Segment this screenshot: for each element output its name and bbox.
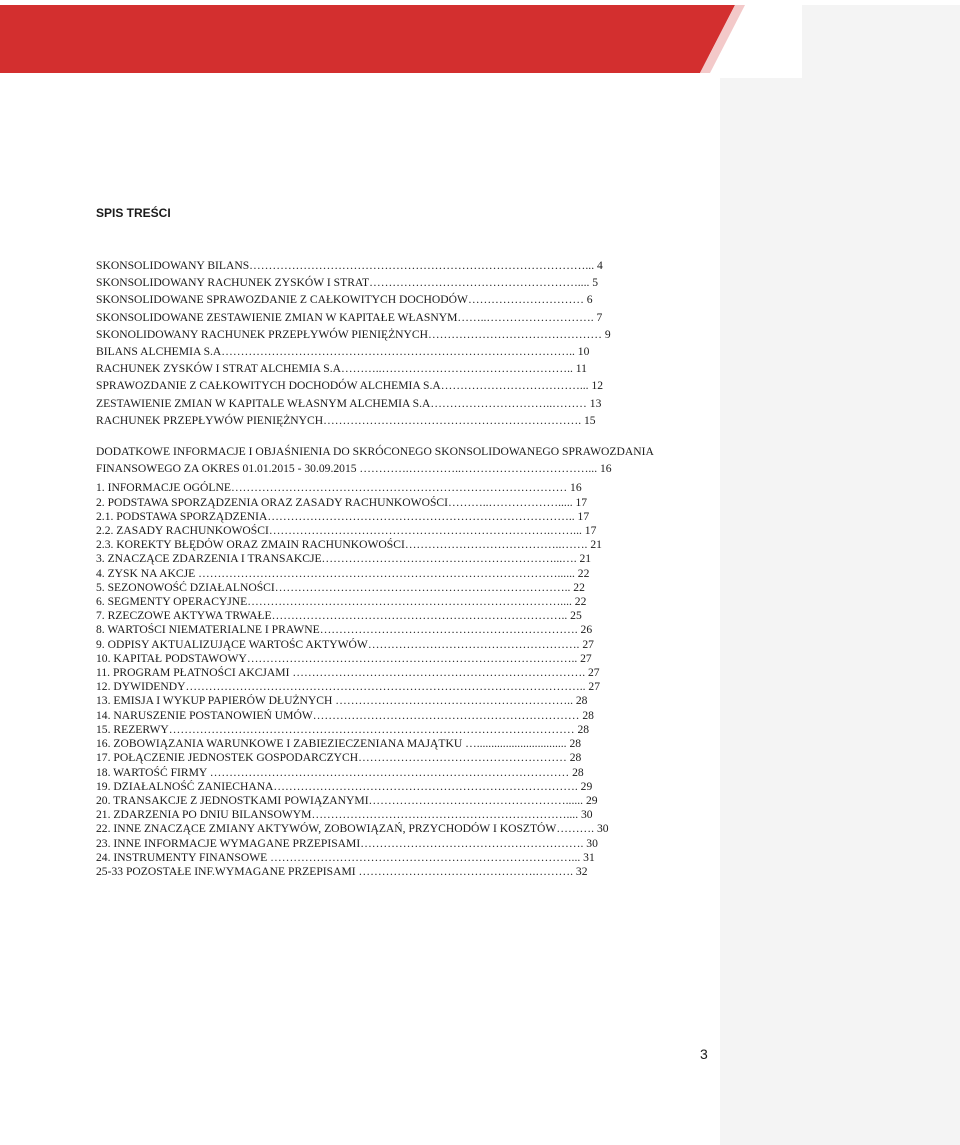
toc-main-list bbox=[96, 257, 688, 429]
note-entry[interactable]: 16. ZOBOWIĄZANIA WARUNKOWE I ZABIEZIECZENIANA MAJĄTKU …............................... 28 bbox=[96, 737, 582, 751]
note-entry[interactable]: 15. REZERWY…………………………………………………………………………………………… 28 bbox=[96, 722, 590, 736]
notes-heading-line[interactable]: DODATKOWE INFORMACJE I OBJAŚNIENIA DO SKRÓCONEGO SKONSOLIDOWANEGO SPRAWOZDANIA bbox=[96, 445, 654, 459]
note-entry[interactable]: 2.3. KOREKTY BŁĘDÓW ORAZ ZMAIN RACHUNKOWOŚCI…………………………………..……. 21 bbox=[96, 538, 602, 552]
note-entry[interactable]: 22. INNE ZNACZĄCE ZMIANY AKTYWÓW, ZOBOWIĄZAŃ, PRZYCHODÓW I KOSZTÓW………. 30 bbox=[96, 822, 609, 836]
toc-entry[interactable]: SKONSOLIDOWANY BILANS……………………………………………………………………………... 4 bbox=[96, 259, 603, 272]
note-entry[interactable]: 9. ODPISY AKTUALIZUJĄCE WARTOŚC AKTYWÓW………………………………………………. 27 bbox=[96, 637, 594, 651]
toc-entry[interactable]: SKONOLIDOWANY RACHUNEK PRZEPŁYWÓW PIENIĘŻNYCH……………………………………… 9 bbox=[96, 327, 611, 341]
toc-entry[interactable]: BILANS ALCHEMIA S.A……………………………………………………………………………….. 10 bbox=[96, 345, 590, 359]
toc-entry[interactable]: SKONSOLIDOWANE SPRAWOZDANIE Z CAŁKOWITYCH DOCHODÓW………………………… 6 bbox=[96, 293, 593, 307]
note-entry[interactable]: 2.2. ZASADY RACHUNKOWOŚCI……………………………………………………………….……... 17 bbox=[96, 524, 597, 538]
page-number: 3 bbox=[700, 1046, 708, 1062]
notes-list bbox=[96, 481, 688, 879]
header-red-band bbox=[0, 5, 735, 73]
note-entry[interactable]: 25-33 POZOSTAŁE INF.WYMAGANE PRZEPISAMI ……………………………………….………. 32 bbox=[96, 864, 588, 878]
note-entry[interactable]: 23. INNE INFORMACJE WYMAGANE PRZEPISAMI…………………………………………………. 30 bbox=[96, 836, 598, 850]
note-entry[interactable]: 18. WARTOŚĆ FIRMY ………………………………………………………………………………… 28 bbox=[96, 765, 584, 779]
toc-entry[interactable]: ZESTAWIENIE ZMIAN W KAPITALE WŁASNYM ALCHEMIA S.A…………………………..……… 13 bbox=[96, 396, 602, 410]
toc-entry[interactable]: SKONSOLIDOWANY RACHUNEK ZYSKÓW I STRAT……………………………………………….... 5 bbox=[96, 276, 599, 290]
note-entry[interactable]: 6. SEGMENTY OPERACYJNE……………………………………………………………………….... 22 bbox=[96, 595, 587, 609]
note-entry[interactable]: 4. ZYSK NA AKCJE …………………………………………………………………………………...... 22 bbox=[96, 566, 590, 580]
notes-heading bbox=[96, 443, 688, 477]
note-entry[interactable]: 1. INFORMACJE OGÓLNE…………………………………………………………………………… 16 bbox=[96, 481, 582, 495]
note-entry[interactable]: 11. PROGRAM PŁATNOŚCI AKCJAMI …………………………………………………………………. 27 bbox=[96, 666, 600, 680]
table-of-contents bbox=[96, 257, 688, 879]
note-entry[interactable]: 2.1. PODSTAWA SPORZĄDZENIA…………………………………………………………………….. 17 bbox=[96, 509, 590, 523]
note-entry[interactable]: 3. ZNACZĄCE ZDARZENIA I TRANSAKCJE……………………………………………………...…. 21 bbox=[96, 552, 592, 566]
note-entry[interactable]: 20. TRANSAKCJE Z JEDNOSTKAMI POWIĄZANYMI……………………………………………...... 29 bbox=[96, 793, 598, 807]
header-banner bbox=[0, 0, 960, 78]
notes-heading-line[interactable]: FINANSOWEGO ZA OKRES 01.01.2015 - 30.09.2015 ………….…………..……………………………... 16 bbox=[96, 462, 612, 476]
toc-title: SPIS TREŚCI bbox=[96, 206, 171, 220]
toc-entry[interactable]: SPRAWOZDANIE Z CAŁKOWITYCH DOCHODÓW ALCHEMIA S.A………………………………... 12 bbox=[96, 379, 604, 393]
note-entry[interactable]: 14. NARUSZENIE POSTANOWIEŃ UMÓW…………………………………………………………… 28 bbox=[96, 708, 594, 722]
note-entry[interactable]: 17. POŁĄCZENIE JEDNOSTEK GOSPODARCZYCH……………………………………………… 28 bbox=[96, 751, 582, 765]
note-entry[interactable]: 12. DYWIDENDY………………………………………………………………………………………….. 27 bbox=[96, 680, 600, 694]
toc-entry[interactable]: RACHUNEK PRZEPŁYWÓW PIENIĘŻNYCH…………………………………………………………. 15 bbox=[96, 413, 596, 427]
note-entry[interactable]: 10. KAPITAŁ PODSTAWOWY………………………………………………………………………….. 27 bbox=[96, 651, 592, 665]
note-entry[interactable]: 7. RZECZOWE AKTYWA TRWAŁE………………………………………………………………….. 25 bbox=[96, 609, 582, 623]
note-entry[interactable]: 24. INSTRUMENTY FINANSOWE ……………………………………………………………………... 31 bbox=[96, 850, 595, 864]
note-entry[interactable]: 19. DZIAŁALNOŚĆ ZANIECHANA……………………………………………………………………. 29 bbox=[96, 779, 593, 793]
toc-entry[interactable]: RACHUNEK ZYSKÓW I STRAT ALCHEMIA S.A………..………………………………………….. 11 bbox=[96, 362, 587, 376]
note-entry[interactable]: 21. ZDARZENIA PO DNIU BILANSOWYM………………………………………………………….... 30 bbox=[96, 808, 593, 822]
note-entry[interactable]: 2. PODSTAWA SPORZĄDZENIA ORAZ ZASADY RACHUNKOWOŚCI………..………………..... 17 bbox=[96, 495, 588, 509]
right-side-panel bbox=[720, 78, 960, 1145]
toc-entry[interactable]: SKONSOLIDOWANE ZESTAWIENIE ZMIAN W KAPITAŁE WŁASNYM……..………………………. 7 bbox=[96, 310, 603, 324]
note-entry[interactable]: 13. EMISJA I WYKUP PAPIERÓW DŁUŻNYCH …………………………………………………….. 28 bbox=[96, 694, 588, 708]
note-entry[interactable]: 8. WARTOŚCI NIEMATERIALNE I PRAWNE…………………………………………………………. 26 bbox=[96, 623, 593, 637]
note-entry[interactable]: 5. SEZONOWOŚĆ DZIAŁALNOŚCI………………………………………………………………….. 22 bbox=[96, 580, 585, 594]
header-right-block bbox=[745, 5, 802, 73]
